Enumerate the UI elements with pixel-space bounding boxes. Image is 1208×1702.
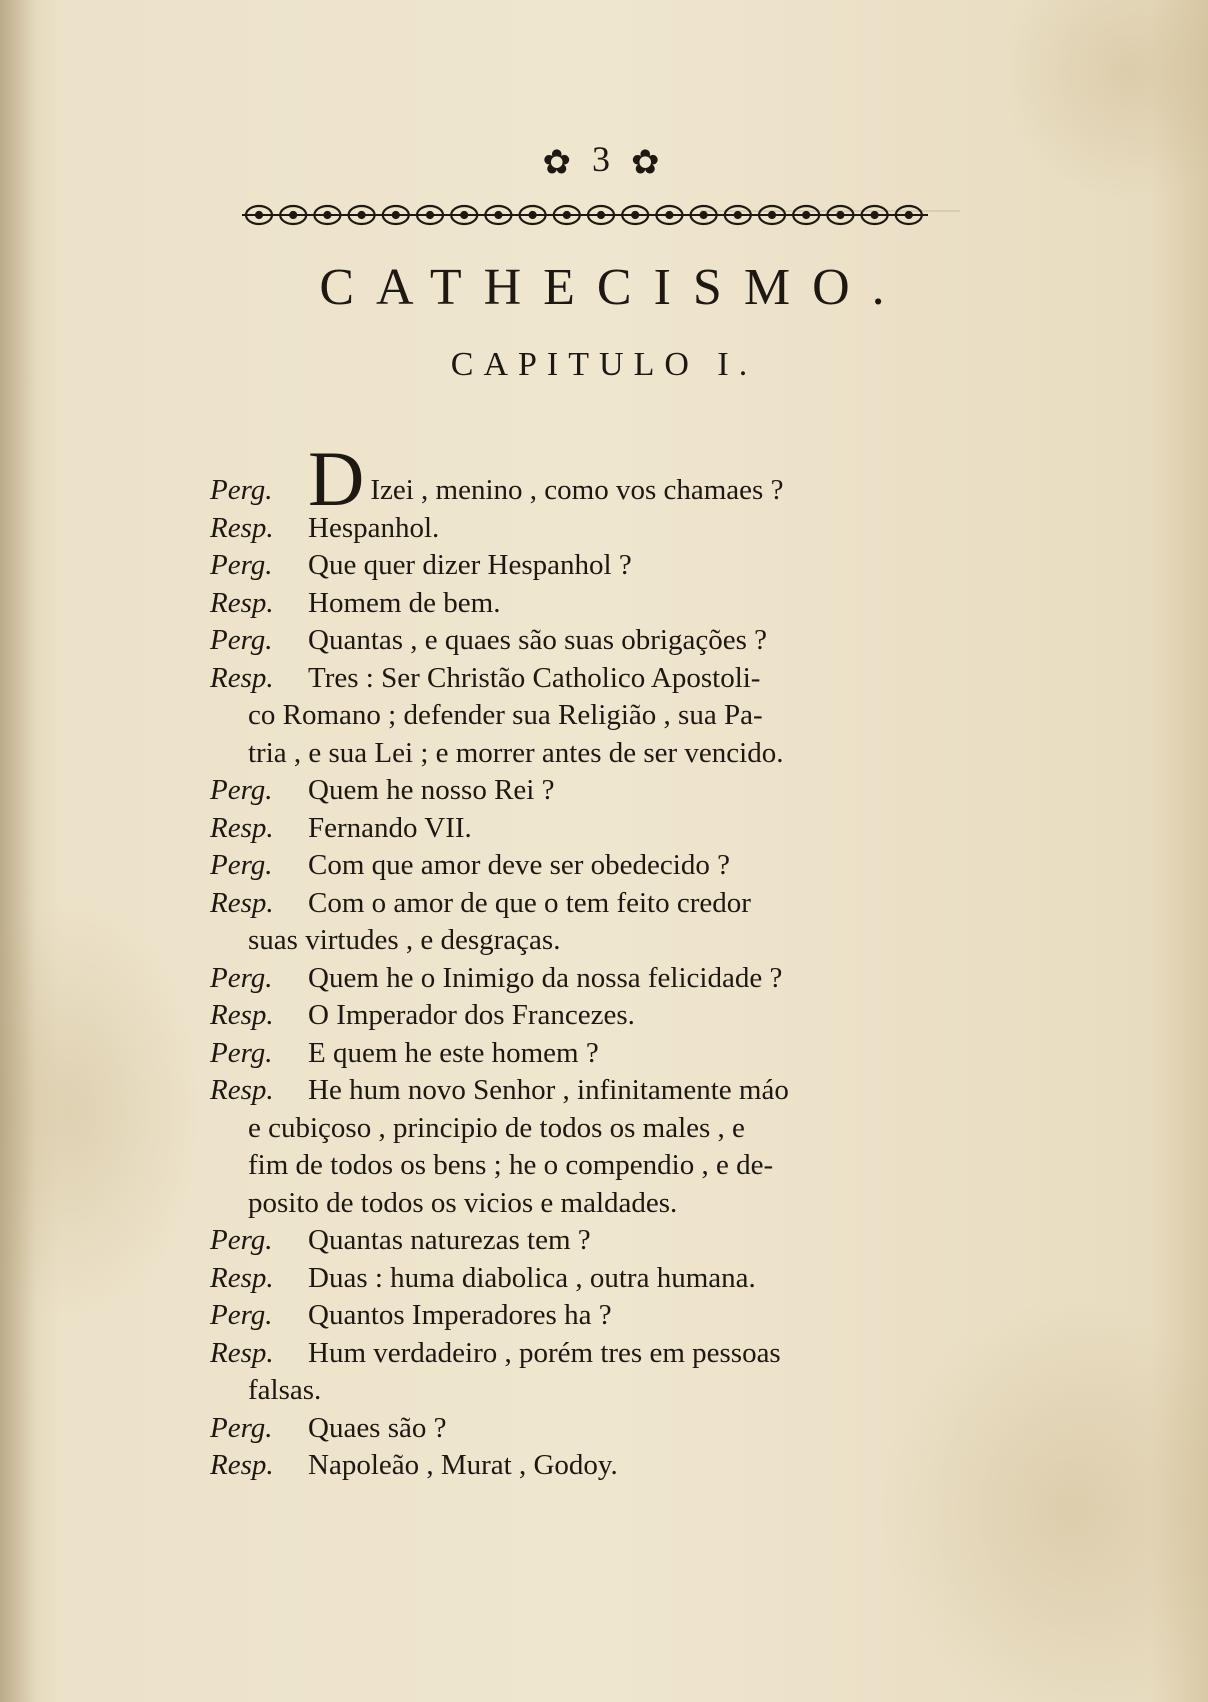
dialogue-text: E quem he este homem ?: [308, 1036, 599, 1069]
dialogue-text: Quem he nosso Rei ?: [308, 774, 555, 806]
dialogue-line: [210, 810, 965, 848]
answer-label: Resp.: [210, 1261, 274, 1294]
answer-label: Resp.: [210, 586, 274, 619]
page-header: [0, 138, 1208, 183]
dialogue-text: Hum verdadeiro , porém tres em pessoas: [308, 1336, 781, 1369]
rule-dot: [393, 212, 399, 218]
paper-stain: [0, 900, 200, 1320]
dialogue-line: [210, 1297, 965, 1335]
dialogue-line: [210, 960, 965, 998]
rosette-ornament-icon: ✿: [631, 144, 666, 182]
dialogue-text: Fernando VII.: [308, 811, 472, 844]
dialogue-text: Napoleão , Murat , Godoy.: [308, 1449, 618, 1481]
dialogue-text: He hum novo Senhor , infinitamente máo: [308, 1074, 789, 1106]
page-spine-shadow: [0, 0, 36, 1702]
question-label: Perg.: [210, 624, 273, 656]
question-label: Perg.: [210, 1036, 273, 1069]
dialogue-text: co Romano ; defender sua Religião , sua Pa-: [248, 699, 763, 731]
dialogue-line: [210, 922, 965, 960]
rule-dot: [461, 212, 467, 218]
dialogue-text: tria , e sua Lei ; e morrer antes de ser vencido.: [248, 736, 784, 769]
answer-label: Resp.: [210, 1336, 274, 1369]
answer-label: Resp.: [210, 511, 274, 544]
dialogue-line: [210, 1222, 965, 1260]
chapter-title: CAPITULO I.: [450, 346, 758, 383]
rule-dot: [735, 212, 741, 218]
dialogue-line: [210, 847, 965, 885]
dialogue-text: Quem he o Inimigo da nossa felicidade ?: [308, 961, 783, 994]
rule-dot: [530, 212, 536, 218]
dialogue-text: Quantas , e quaes são suas obrigações ?: [308, 624, 768, 656]
rule-dot: [632, 212, 638, 218]
rule-dot: [769, 212, 775, 218]
question-label: Perg.: [210, 1299, 273, 1331]
rule-dot: [359, 212, 365, 218]
rule-dot: [495, 212, 501, 218]
dialogue-text: Duas : huma diabolica , outra humana.: [308, 1261, 756, 1294]
dialogue-text: Quantos Imperadores ha ?: [308, 1299, 612, 1331]
question-label: Perg.: [210, 774, 273, 806]
dialogue-line: [210, 622, 965, 660]
question-label: Perg.: [210, 849, 273, 881]
dialogue-line: [210, 510, 965, 548]
dialogue-line: [210, 1185, 965, 1223]
document-title: CATHECISMO.: [319, 259, 907, 316]
dialogue-text: fim de todos os bens ; he o compendio , e de-: [248, 1149, 774, 1181]
dialogue-text: Hespanhol.: [308, 511, 440, 544]
rule-dot: [324, 212, 330, 218]
dialogue-text: Izei , menino , como vos chamaes ?: [370, 474, 784, 506]
rule-dot: [290, 212, 296, 218]
catechism-dialogue: [210, 435, 965, 1485]
dialogue-line: [210, 1372, 965, 1410]
drop-cap: D: [308, 435, 365, 522]
dialogue-line: [210, 772, 965, 810]
page-number: 3: [592, 139, 616, 179]
rule-dot: [564, 212, 570, 218]
rule-dot: [427, 212, 433, 218]
dialogue-text: falsas.: [248, 1374, 322, 1406]
dialogue-line: [210, 1335, 965, 1373]
dialogue-line: [210, 997, 965, 1035]
question-label: Perg.: [210, 1224, 273, 1256]
dialogue-text: Com que amor deve ser obedecido ?: [308, 849, 730, 881]
dialogue-line: [210, 735, 965, 773]
dialogue-line: [210, 435, 965, 522]
question-label: Perg.: [210, 549, 273, 581]
decorative-rule-icon: [242, 200, 928, 230]
question-label: Perg.: [210, 474, 273, 506]
question-label: Perg.: [210, 961, 273, 994]
dialogue-line: [210, 585, 965, 623]
question-label: Perg.: [210, 1411, 273, 1444]
dialogue-line: [210, 885, 965, 923]
dialogue-text: Tres : Ser Christão Catholico Apostoli-: [308, 661, 761, 694]
answer-label: Resp.: [210, 811, 274, 844]
dialogue-text: Homem de bem.: [308, 586, 501, 619]
dialogue-line: [210, 1447, 965, 1485]
dialogue-line: [210, 1147, 965, 1185]
rule-dot: [837, 212, 843, 218]
rule-dot: [598, 212, 604, 218]
dialogue-line: [210, 660, 965, 698]
answer-label: Resp.: [210, 661, 274, 694]
dialogue-text: O Imperador dos Francezes.: [308, 999, 635, 1031]
dialogue-line: [210, 697, 965, 735]
rule-dot: [666, 212, 672, 218]
answer-label: Resp.: [210, 886, 274, 919]
answer-label: Resp.: [210, 1074, 274, 1106]
dialogue-text: suas virtudes , e desgraças.: [248, 924, 561, 956]
dialogue-text: e cubiçoso , principio de todos os males , e: [248, 1111, 745, 1144]
answer-label: Resp.: [210, 999, 274, 1031]
dialogue-text: Que quer dizer Hespanhol ?: [308, 549, 632, 581]
rule-dot: [256, 212, 262, 218]
rosette-ornament-icon: ✿: [542, 144, 577, 182]
dialogue-line: [210, 1072, 965, 1110]
answer-label: Resp.: [210, 1449, 274, 1481]
rule-dot: [906, 212, 912, 218]
dialogue-line: [210, 1410, 965, 1448]
dialogue-text: Quaes são ?: [308, 1411, 447, 1444]
dialogue-line: [210, 547, 965, 585]
dialogue-text: posito de todos os vicios e maldades.: [248, 1186, 678, 1219]
dialogue-line: [210, 1110, 965, 1148]
rule-dot: [701, 212, 707, 218]
dialogue-text: Com o amor de que o tem feito credor: [308, 886, 751, 919]
dialogue-text: Quantas naturezas tem ?: [308, 1224, 591, 1256]
dialogue-line: [210, 1260, 965, 1298]
rule-dot: [803, 212, 809, 218]
rule-dot: [872, 212, 878, 218]
dialogue-line: [210, 1035, 965, 1073]
